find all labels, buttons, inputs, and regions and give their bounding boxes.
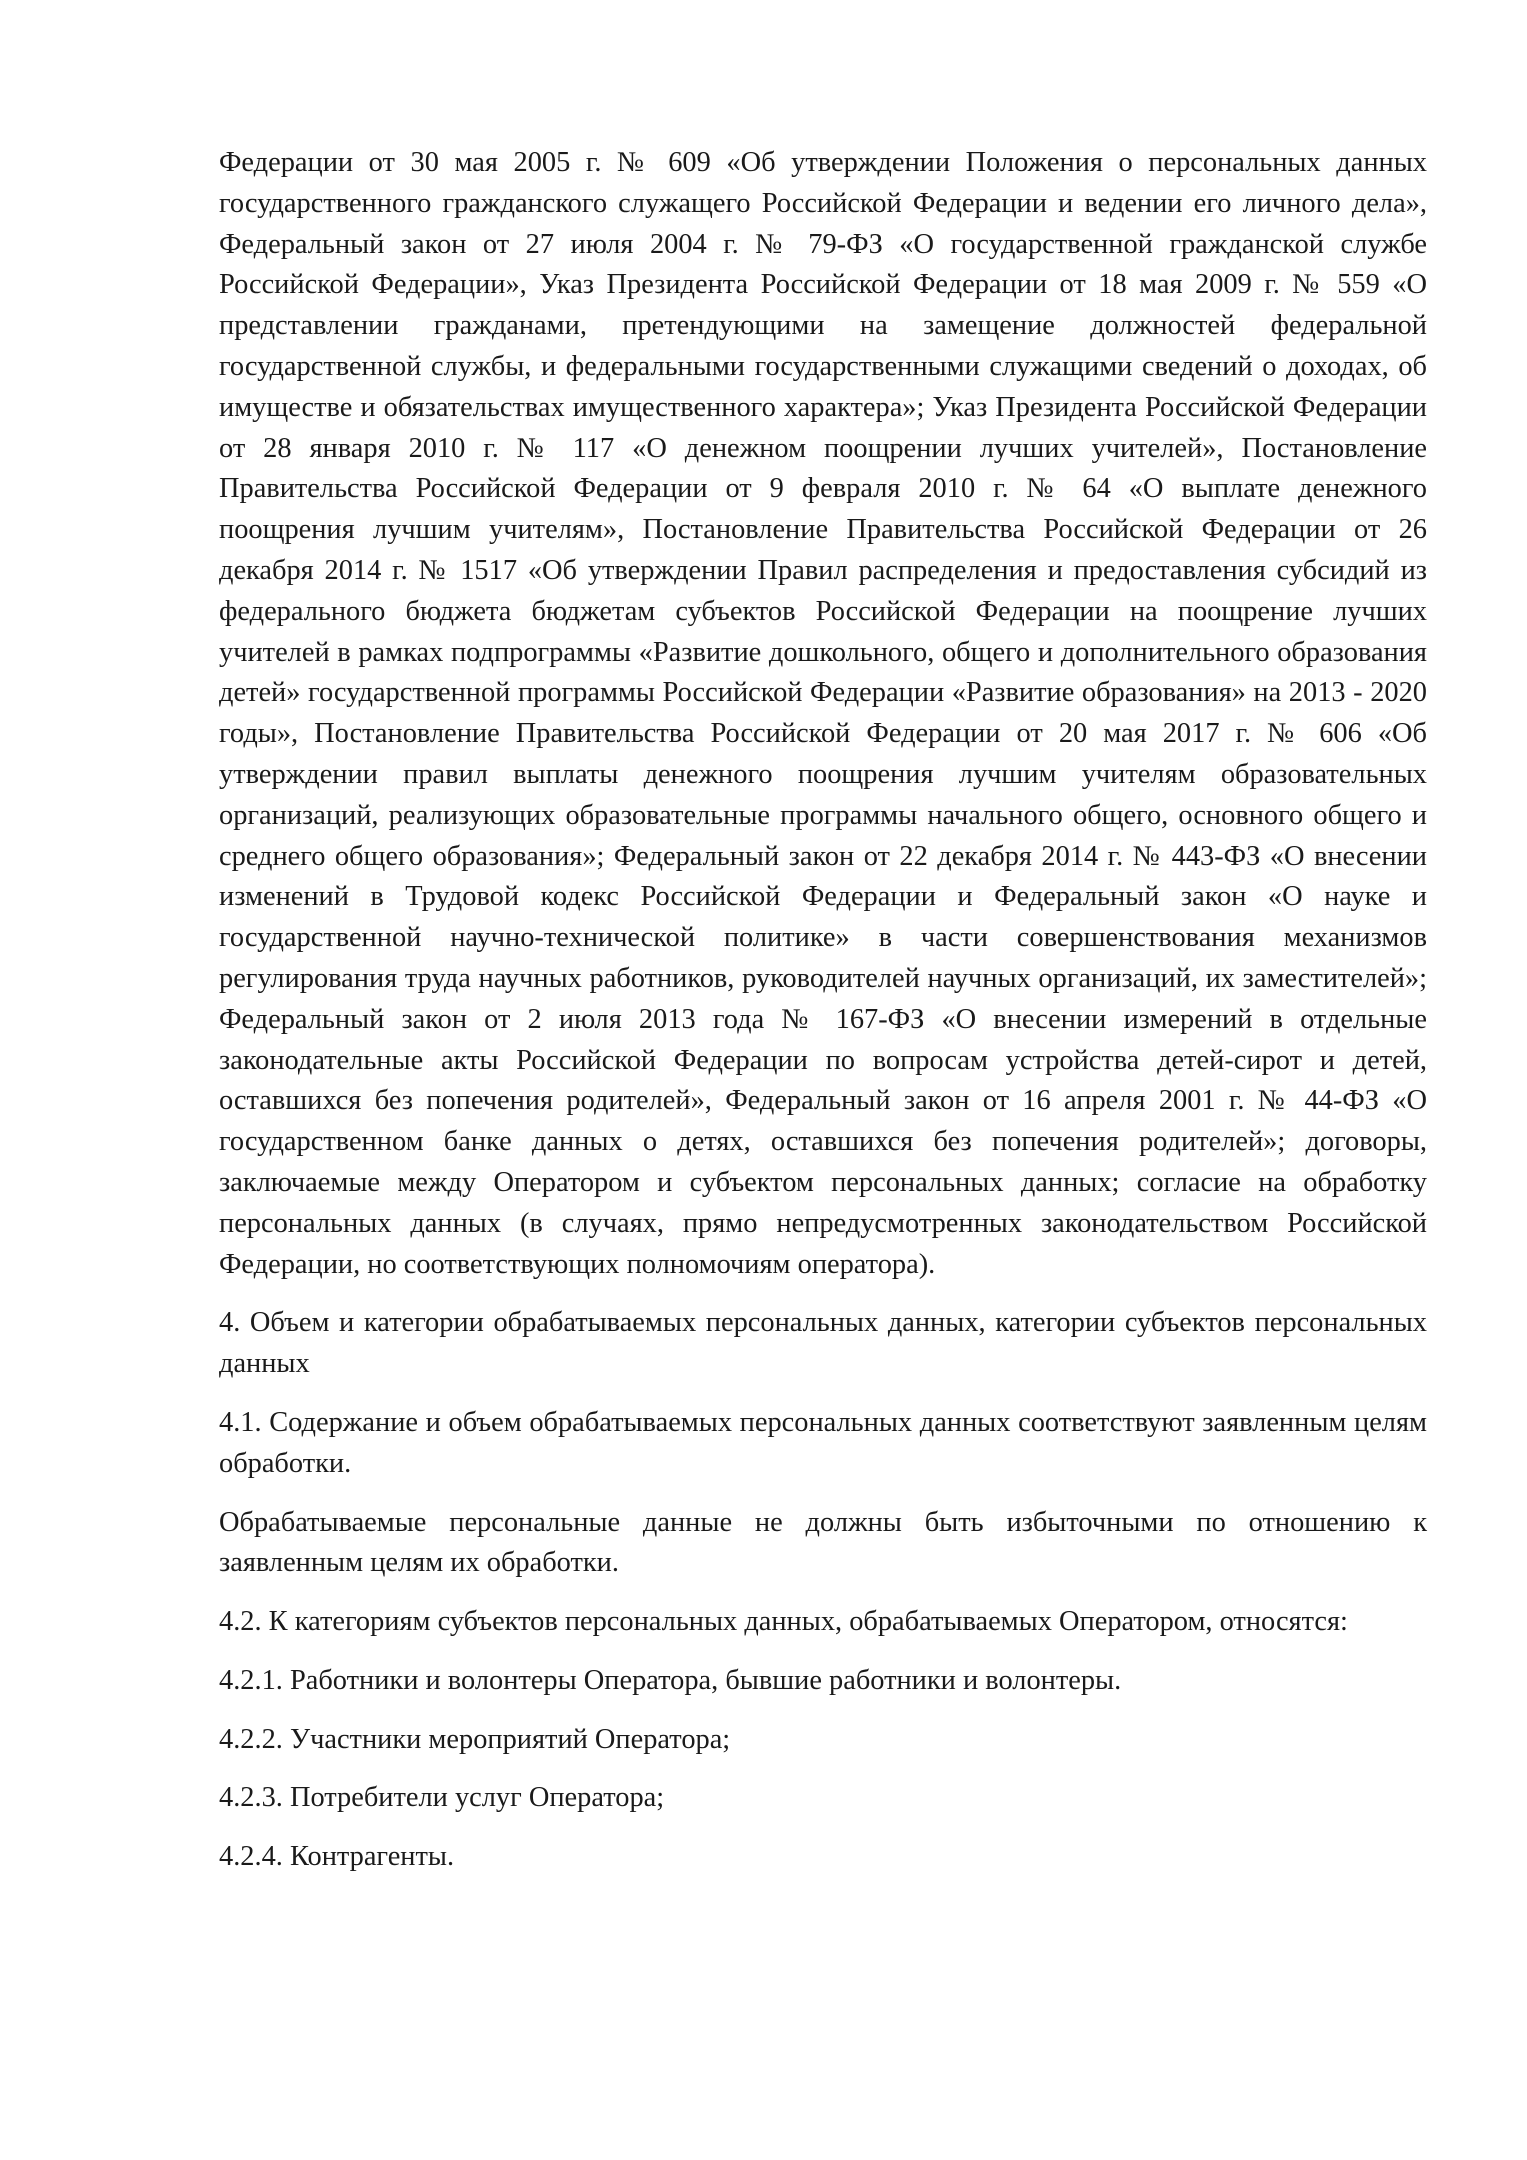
clause-4-2: 4.2. К категориям субъектов персональных данных, обрабатываемых Оператором, относятся: [219, 1606, 1348, 1638]
document-page [219, 143, 1427, 1878]
clause-4-2-3: 4.2.3. Потребители услуг Оператора; [219, 1782, 665, 1814]
clause-4-2-4: 4.2.4. Контрагенты. [219, 1841, 455, 1873]
clause-4-2-1: 4.2.1. Работники и волонтеры Оператора, бывшие работники и волонтеры. [219, 1664, 1122, 1696]
legal-basis-paragraph: Федерации от 30 мая 2005 г. № 609 «Об утверждении Положения о персональных данных государственного гражданского служащего Российской Федерации и ведении его личного дела», Федеральный закон от 27 июля 2004 г. № 79-ФЗ «О государственной гражданской службе Российской Федерации», Указ Президента Российской Федерации от 18 мая 2009 г. № 559 «О представлении гражданами, претендующими на замещение должностей федеральной государственной службы, и федеральными государственными служащими сведений о доходах, об имуществе и обязательствах имущественного характера»; Указ Президента Российской Федерации от 28 января 2010 г. № 117 «О денежном поощрении лучших учителей», Постановление Правительства Российской Федерации от 9 февраля 2010 г. № 64 «О выплате денежного поощрения лучшим учителям», Постановление Правительства Российской Федерации от 26 декабря 2014 г. № 1517 «Об утверждении Правил распределения и предоставления субсидий из федерального бюджета бюджетам субъектов Российской Федерации на поощрение лучших учителей в рамках подпрограммы «Развитие дошкольного, общего и дополнительного образования детей» государственной программы Российской Федерации «Развитие образования» на 2013 - 2020 годы», Постановление Правительства Российской Федерации от 20 мая 2017 г. № 606 «Об утверждении правил выплаты денежного поощрения лучшим учителям образовательных организаций, реализующих образовательные программы начального общего, основного общего и среднего общего образования»; Федеральный закон от 22 декабря 2014 г. № 443-ФЗ «О внесении изменений в Трудовой кодекс Российской Федерации и Федеральный закон «О науке и государственной научно-технической политике» в части совершенствования механизмов регулирования труда научных работников, руководителей научных организаций, их заместителей»; Федеральный закон от 2 июля 2013 года № 167-ФЗ «О внесении измерений в отдельные законодательные акты Российской Федерации по вопросам устройства детей-сирот и детей, оставшихся без попечения родителей», Федеральный закон от 16 апреля 2001 г. № 44-ФЗ «О государственном банке данных о детях, оставшихся без попечения родителей»; договоры, заключаемые между Оператором и субъектом персональных данных; согласие на обработку персональных данных (в случаях, прямо непредусмотренных законодательством Российской Федерации, но соответствующих полномочиям оператора). [219, 147, 1427, 1280]
section-4-heading: 4. Объем и категории обрабатываемых персональных данных, категории субъектов персональных данных [219, 1307, 1427, 1380]
clause-4-1: 4.1. Содержание и объем обрабатываемых персональных данных соответствуют заявленным целям обработки. [219, 1406, 1427, 1479]
clause-4-2-2: 4.2.2. Участники мероприятий Оператора; [219, 1723, 731, 1755]
clause-4-1-continuation: Обрабатываемые персональные данные не должны быть избыточными по отношению к заявленным целям их обработки. [219, 1506, 1427, 1579]
